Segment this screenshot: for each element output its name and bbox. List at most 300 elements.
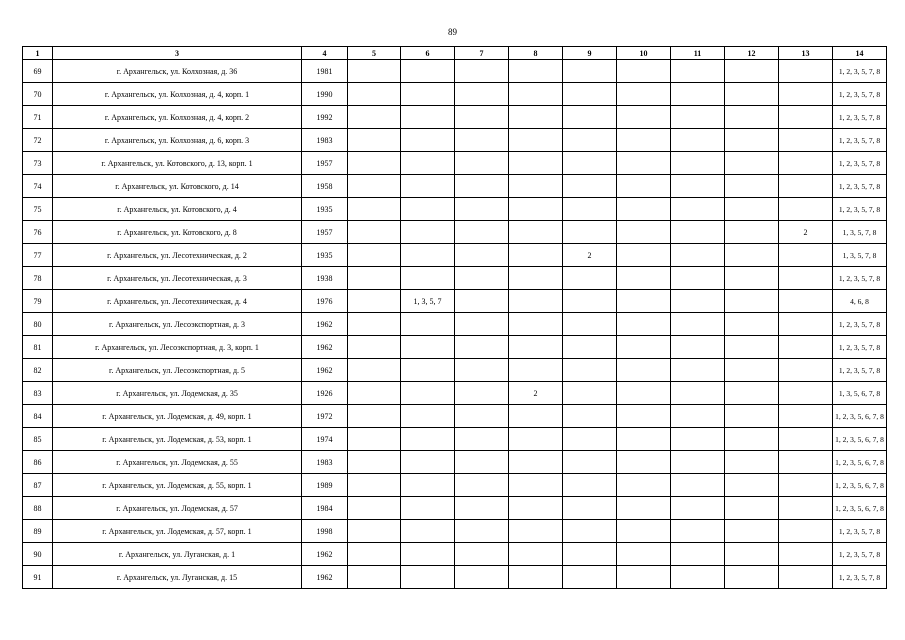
col14-cell: 1, 3, 5, 6, 7, 8 [833, 382, 887, 405]
col12-cell [725, 451, 779, 474]
col12-cell [725, 474, 779, 497]
col8-cell [509, 83, 563, 106]
row-number-cell: 74 [23, 175, 53, 198]
table-row [23, 198, 887, 221]
row-number-cell: 84 [23, 405, 53, 428]
year-cell: 1962 [302, 336, 348, 359]
col6-cell [401, 566, 455, 589]
table-row [23, 474, 887, 497]
col5-cell [348, 221, 401, 244]
year-cell: 1983 [302, 129, 348, 152]
year-cell: 1984 [302, 497, 348, 520]
row-number-cell: 81 [23, 336, 53, 359]
row-number-cell: 71 [23, 106, 53, 129]
col11-cell [671, 313, 725, 336]
table-row [23, 566, 887, 589]
col7-cell [455, 474, 509, 497]
col8-cell [509, 359, 563, 382]
col13-cell [779, 267, 833, 290]
col11-cell [671, 497, 725, 520]
col7-cell [455, 290, 509, 313]
col14-cell: 1, 2, 3, 5, 7, 8 [833, 60, 887, 83]
col8-cell [509, 244, 563, 267]
col9-cell [563, 336, 617, 359]
col10-cell [617, 198, 671, 221]
table-row [23, 244, 887, 267]
column-header: 4 [302, 47, 348, 60]
col11-cell [671, 106, 725, 129]
col7-cell [455, 382, 509, 405]
row-number-cell: 80 [23, 313, 53, 336]
col12-cell [725, 566, 779, 589]
col7-cell [455, 543, 509, 566]
col11-cell [671, 198, 725, 221]
col6-cell [401, 83, 455, 106]
col8-cell [509, 313, 563, 336]
col9-cell [563, 382, 617, 405]
col7-cell [455, 106, 509, 129]
col6-cell [401, 428, 455, 451]
col6-cell [401, 359, 455, 382]
col6-cell [401, 474, 455, 497]
col8-cell [509, 474, 563, 497]
col13-cell: 2 [779, 221, 833, 244]
col5-cell [348, 474, 401, 497]
address-cell: г. Архангельск, ул. Лодемская, д. 35 [53, 382, 302, 405]
col13-cell [779, 336, 833, 359]
col12-cell [725, 198, 779, 221]
col5-cell [348, 543, 401, 566]
col9-cell [563, 198, 617, 221]
row-number-cell: 78 [23, 267, 53, 290]
col5-cell [348, 60, 401, 83]
col10-cell [617, 428, 671, 451]
col7-cell [455, 313, 509, 336]
col13-cell [779, 198, 833, 221]
col7-cell [455, 566, 509, 589]
col13-cell [779, 359, 833, 382]
row-number-cell: 69 [23, 60, 53, 83]
col9-cell [563, 543, 617, 566]
column-header: 7 [455, 47, 509, 60]
col5-cell [348, 313, 401, 336]
address-cell: г. Архангельск, ул. Лесоэкспортная, д. 3 [53, 313, 302, 336]
col9-cell [563, 129, 617, 152]
col10-cell [617, 221, 671, 244]
col10-cell [617, 60, 671, 83]
col5-cell [348, 336, 401, 359]
address-cell: г. Архангельск, ул. Лодемская, д. 53, корп. 1 [53, 428, 302, 451]
address-cell: г. Архангельск, ул. Котовского, д. 14 [53, 175, 302, 198]
column-header: 12 [725, 47, 779, 60]
address-cell: г. Архангельск, ул. Лодемская, д. 57 [53, 497, 302, 520]
col7-cell [455, 336, 509, 359]
address-cell: г. Архангельск, ул. Лесотехническая, д. 2 [53, 244, 302, 267]
col13-cell [779, 313, 833, 336]
col10-cell [617, 520, 671, 543]
col7-cell [455, 83, 509, 106]
col8-cell [509, 221, 563, 244]
row-number-cell: 79 [23, 290, 53, 313]
year-cell: 1935 [302, 244, 348, 267]
address-cell: г. Архангельск, ул. Колхозная, д. 36 [53, 60, 302, 83]
col6-cell [401, 543, 455, 566]
row-number-cell: 91 [23, 566, 53, 589]
col8-cell [509, 198, 563, 221]
col11-cell [671, 129, 725, 152]
address-cell: г. Архангельск, ул. Лодемская, д. 57, корп. 1 [53, 520, 302, 543]
row-number-cell: 77 [23, 244, 53, 267]
column-header: 8 [509, 47, 563, 60]
table-row [23, 428, 887, 451]
row-number-cell: 76 [23, 221, 53, 244]
col7-cell [455, 451, 509, 474]
column-header: 11 [671, 47, 725, 60]
col14-cell: 1, 2, 3, 5, 7, 8 [833, 175, 887, 198]
col14-cell: 1, 2, 3, 5, 7, 8 [833, 359, 887, 382]
col10-cell [617, 267, 671, 290]
col12-cell [725, 106, 779, 129]
col10-cell [617, 129, 671, 152]
col9-cell [563, 267, 617, 290]
col14-cell: 1, 2, 3, 5, 7, 8 [833, 336, 887, 359]
col5-cell [348, 566, 401, 589]
col9-cell [563, 566, 617, 589]
column-header: 1 [23, 47, 53, 60]
table-row [23, 520, 887, 543]
col6-cell [401, 451, 455, 474]
row-number-cell: 85 [23, 428, 53, 451]
table-row [23, 543, 887, 566]
col14-cell: 1, 2, 3, 5, 7, 8 [833, 313, 887, 336]
col7-cell [455, 129, 509, 152]
col11-cell [671, 60, 725, 83]
year-cell: 1976 [302, 290, 348, 313]
col11-cell [671, 566, 725, 589]
col13-cell [779, 405, 833, 428]
row-number-cell: 82 [23, 359, 53, 382]
col12-cell [725, 359, 779, 382]
col8-cell [509, 543, 563, 566]
col6-cell [401, 313, 455, 336]
col9-cell [563, 359, 617, 382]
col12-cell [725, 428, 779, 451]
col14-cell: 1, 2, 3, 5, 6, 7, 8 [833, 474, 887, 497]
address-cell: г. Архангельск, ул. Луганская, д. 15 [53, 566, 302, 589]
col6-cell [401, 520, 455, 543]
year-cell: 1957 [302, 152, 348, 175]
column-header: 14 [833, 47, 887, 60]
table-row [23, 497, 887, 520]
col8-cell [509, 566, 563, 589]
table-row [23, 313, 887, 336]
col6-cell [401, 129, 455, 152]
col13-cell [779, 451, 833, 474]
col12-cell [725, 60, 779, 83]
col7-cell [455, 428, 509, 451]
col6-cell: 1, 3, 5, 7 [401, 290, 455, 313]
col9-cell [563, 428, 617, 451]
year-cell: 1958 [302, 175, 348, 198]
col6-cell [401, 175, 455, 198]
col8-cell [509, 451, 563, 474]
col10-cell [617, 451, 671, 474]
year-cell: 1962 [302, 543, 348, 566]
col7-cell [455, 152, 509, 175]
year-cell: 1962 [302, 359, 348, 382]
col13-cell [779, 474, 833, 497]
address-cell: г. Архангельск, ул. Котовского, д. 13, корп. 1 [53, 152, 302, 175]
column-header: 10 [617, 47, 671, 60]
row-number-cell: 73 [23, 152, 53, 175]
col8-cell: 2 [509, 382, 563, 405]
col6-cell [401, 152, 455, 175]
address-cell: г. Архангельск, ул. Лесотехническая, д. 3 [53, 267, 302, 290]
col13-cell [779, 129, 833, 152]
col11-cell [671, 244, 725, 267]
col9-cell [563, 313, 617, 336]
col11-cell [671, 474, 725, 497]
row-number-cell: 75 [23, 198, 53, 221]
table-row [23, 106, 887, 129]
table-row [23, 83, 887, 106]
year-cell: 1990 [302, 83, 348, 106]
col11-cell [671, 382, 725, 405]
col12-cell [725, 520, 779, 543]
col13-cell [779, 175, 833, 198]
col5-cell [348, 520, 401, 543]
col8-cell [509, 152, 563, 175]
year-cell: 1981 [302, 60, 348, 83]
col5-cell [348, 175, 401, 198]
col13-cell [779, 244, 833, 267]
col14-cell: 1, 3, 5, 7, 8 [833, 244, 887, 267]
col12-cell [725, 175, 779, 198]
table-row [23, 175, 887, 198]
row-number-cell: 72 [23, 129, 53, 152]
column-header: 9 [563, 47, 617, 60]
col8-cell [509, 428, 563, 451]
col11-cell [671, 428, 725, 451]
year-cell: 1989 [302, 474, 348, 497]
col12-cell [725, 221, 779, 244]
col5-cell [348, 451, 401, 474]
col13-cell [779, 152, 833, 175]
year-cell: 1938 [302, 267, 348, 290]
col14-cell: 1, 2, 3, 5, 7, 8 [833, 198, 887, 221]
col10-cell [617, 405, 671, 428]
col9-cell [563, 60, 617, 83]
col12-cell [725, 244, 779, 267]
col7-cell [455, 175, 509, 198]
col7-cell [455, 405, 509, 428]
col13-cell [779, 382, 833, 405]
col10-cell [617, 244, 671, 267]
col5-cell [348, 359, 401, 382]
col5-cell [348, 198, 401, 221]
page-number: 89 [448, 27, 457, 37]
col11-cell [671, 83, 725, 106]
col5-cell [348, 152, 401, 175]
col8-cell [509, 290, 563, 313]
address-cell: г. Архангельск, ул. Колхозная, д. 6, корп. 3 [53, 129, 302, 152]
table-header-row [23, 47, 887, 60]
col5-cell [348, 267, 401, 290]
col12-cell [725, 129, 779, 152]
col13-cell [779, 60, 833, 83]
row-number-cell: 87 [23, 474, 53, 497]
col8-cell [509, 129, 563, 152]
year-cell: 1983 [302, 451, 348, 474]
row-number-cell: 86 [23, 451, 53, 474]
col12-cell [725, 543, 779, 566]
col12-cell [725, 336, 779, 359]
address-cell: г. Архангельск, ул. Лодемская, д. 49, корп. 1 [53, 405, 302, 428]
col6-cell [401, 244, 455, 267]
col10-cell [617, 474, 671, 497]
table-row [23, 129, 887, 152]
table-row [23, 359, 887, 382]
table-row [23, 60, 887, 83]
col14-cell: 1, 2, 3, 5, 7, 8 [833, 83, 887, 106]
col8-cell [509, 106, 563, 129]
col14-cell: 1, 2, 3, 5, 7, 8 [833, 106, 887, 129]
address-cell: г. Архангельск, ул. Котовского, д. 4 [53, 198, 302, 221]
col10-cell [617, 382, 671, 405]
col14-cell: 4, 6, 8 [833, 290, 887, 313]
year-cell: 1926 [302, 382, 348, 405]
col6-cell [401, 382, 455, 405]
col8-cell [509, 405, 563, 428]
col12-cell [725, 313, 779, 336]
col14-cell: 1, 2, 3, 5, 6, 7, 8 [833, 451, 887, 474]
address-cell: г. Архангельск, ул. Лесоэкспортная, д. 5 [53, 359, 302, 382]
col14-cell: 1, 2, 3, 5, 6, 7, 8 [833, 405, 887, 428]
col5-cell [348, 106, 401, 129]
col13-cell [779, 106, 833, 129]
col6-cell [401, 221, 455, 244]
col14-cell: 1, 2, 3, 5, 6, 7, 8 [833, 428, 887, 451]
col8-cell [509, 520, 563, 543]
col11-cell [671, 405, 725, 428]
col10-cell [617, 359, 671, 382]
col6-cell [401, 60, 455, 83]
registry-table [22, 46, 887, 589]
row-number-cell: 70 [23, 83, 53, 106]
col9-cell [563, 106, 617, 129]
col10-cell [617, 106, 671, 129]
table-row [23, 382, 887, 405]
table-row [23, 405, 887, 428]
col9-cell [563, 405, 617, 428]
col14-cell: 1, 2, 3, 5, 7, 8 [833, 129, 887, 152]
table-row [23, 267, 887, 290]
col13-cell [779, 543, 833, 566]
col8-cell [509, 336, 563, 359]
year-cell: 1962 [302, 313, 348, 336]
col6-cell [401, 267, 455, 290]
col10-cell [617, 336, 671, 359]
col5-cell [348, 428, 401, 451]
col5-cell [348, 497, 401, 520]
year-cell: 1972 [302, 405, 348, 428]
col5-cell [348, 83, 401, 106]
col12-cell [725, 290, 779, 313]
col7-cell [455, 520, 509, 543]
col14-cell: 1, 2, 3, 5, 7, 8 [833, 267, 887, 290]
col8-cell [509, 60, 563, 83]
col14-cell: 1, 3, 5, 7, 8 [833, 221, 887, 244]
year-cell: 1974 [302, 428, 348, 451]
col9-cell [563, 175, 617, 198]
col13-cell [779, 497, 833, 520]
col10-cell [617, 83, 671, 106]
col11-cell [671, 221, 725, 244]
address-cell: г. Архангельск, ул. Лодемская, д. 55, корп. 1 [53, 474, 302, 497]
col10-cell [617, 543, 671, 566]
col14-cell: 1, 2, 3, 5, 7, 8 [833, 543, 887, 566]
col13-cell [779, 83, 833, 106]
col9-cell [563, 497, 617, 520]
address-cell: г. Архангельск, ул. Лесоэкспортная, д. 3, корп. 1 [53, 336, 302, 359]
col9-cell [563, 520, 617, 543]
col14-cell: 1, 2, 3, 5, 7, 8 [833, 520, 887, 543]
address-cell: г. Архангельск, ул. Колхозная, д. 4, корп. 1 [53, 83, 302, 106]
year-cell: 1935 [302, 198, 348, 221]
table-row [23, 336, 887, 359]
col11-cell [671, 290, 725, 313]
column-header: 5 [348, 47, 401, 60]
col6-cell [401, 198, 455, 221]
year-cell: 1992 [302, 106, 348, 129]
col6-cell [401, 336, 455, 359]
col5-cell [348, 129, 401, 152]
col9-cell [563, 83, 617, 106]
col7-cell [455, 60, 509, 83]
table-row [23, 152, 887, 175]
col7-cell [455, 267, 509, 290]
col5-cell [348, 405, 401, 428]
column-header: 6 [401, 47, 455, 60]
col12-cell [725, 152, 779, 175]
col11-cell [671, 359, 725, 382]
address-cell: г. Архангельск, ул. Котовского, д. 8 [53, 221, 302, 244]
col10-cell [617, 175, 671, 198]
col6-cell [401, 405, 455, 428]
year-cell: 1962 [302, 566, 348, 589]
col8-cell [509, 175, 563, 198]
col12-cell [725, 267, 779, 290]
col11-cell [671, 451, 725, 474]
col10-cell [617, 290, 671, 313]
col11-cell [671, 152, 725, 175]
row-number-cell: 89 [23, 520, 53, 543]
col7-cell [455, 244, 509, 267]
col14-cell: 1, 2, 3, 5, 7, 8 [833, 152, 887, 175]
col8-cell [509, 497, 563, 520]
col9-cell [563, 474, 617, 497]
col11-cell [671, 336, 725, 359]
col13-cell [779, 566, 833, 589]
col10-cell [617, 313, 671, 336]
column-header: 13 [779, 47, 833, 60]
col10-cell [617, 497, 671, 520]
table-row [23, 451, 887, 474]
col12-cell [725, 497, 779, 520]
col13-cell [779, 428, 833, 451]
col9-cell [563, 152, 617, 175]
address-cell: г. Архангельск, ул. Лесотехническая, д. 4 [53, 290, 302, 313]
